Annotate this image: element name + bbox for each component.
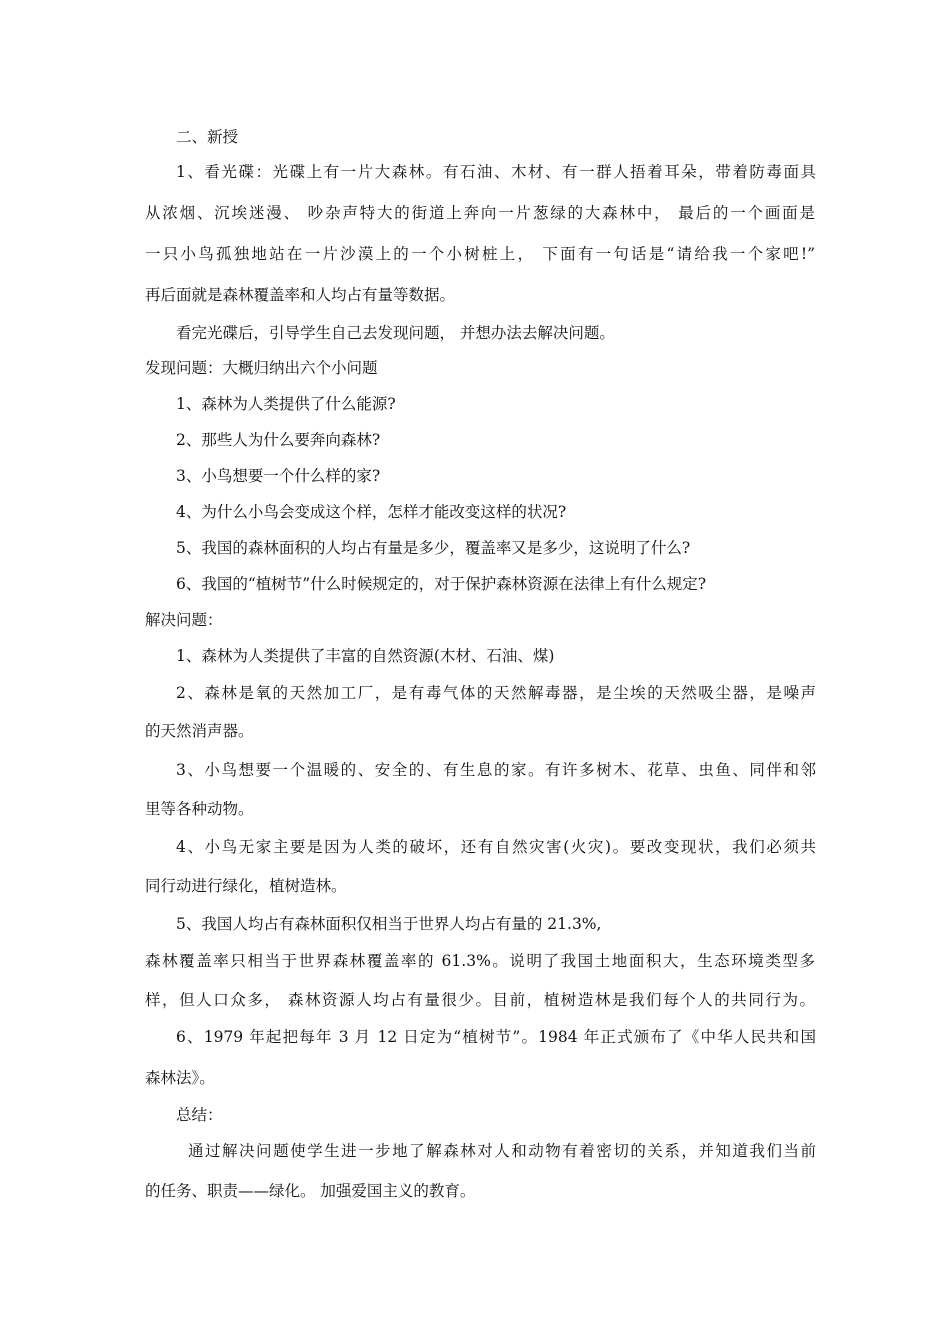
subheading-summary: 总结： — [176, 1106, 223, 1124]
answer-line: 样，但人口众多， 森林资源人均占有量很少。目前，植树造林是我们每个人的共同行为。 — [145, 991, 815, 1009]
answer-line: 森林覆盖率只相当于世界森林覆盖率的 61.3%。说明了我国土地面积大，生态环境类型多 — [145, 952, 815, 970]
question-item: 3、小鸟想要一个什么样的家? — [176, 467, 381, 485]
answer-line: 里等各种动物。 — [145, 800, 254, 818]
summary-line: 通过解决问题使学生进一步地了解森林对人和动物有着密切的关系，并知道我们当前 — [188, 1142, 816, 1160]
paragraph-line: 从浓烟、沉埃迷漫、 吵杂声特大的街道上奔向一片葱绿的大森林中， 最后的一个画面是 — [145, 204, 815, 222]
subheading-solve-problems: 解决问题： — [145, 611, 223, 629]
summary-line: 的任务、职责——绿化。 加强爱国主义的教育。 — [145, 1182, 476, 1200]
answer-line: 森林法》。 — [145, 1069, 215, 1087]
question-item: 4、为什么小鸟会变成这个样，怎样才能改变这样的状况? — [176, 503, 567, 521]
paragraph-line: 1、看光碟：光碟上有一片大森林。有石油、木材、有一群人捂着耳朵，带着防毒面具 — [176, 163, 816, 181]
answer-item: 1、森林为人类提供了丰富的自然资源(木材、石油、煤) — [176, 647, 555, 665]
answer-item: 2、森林是氧的天然加工厂，是有毒气体的天然解毒器，是尘埃的天然吸尘器，是噪声 — [176, 684, 816, 702]
question-item: 6、我国的“植树节”什么时候规定的，对于保护森林资源在法律上有什么规定? — [176, 575, 707, 593]
answer-item: 6、1979 年起把每年 3 月 12 日定为“植树节”。1984 年正式颁布了《中华人民共和国 — [176, 1028, 816, 1046]
section-heading-new-lesson: 二、新授 — [176, 128, 239, 146]
question-item: 5、我国的森林面积的人均占有量是多少，覆盖率又是多少，这说明了什么? — [176, 539, 691, 557]
answer-item: 3、小鸟想要一个温暖的、安全的、有生息的家。有许多树木、花草、虫鱼、同伴和邻 — [176, 761, 816, 779]
paragraph-line: 看完光碟后，引导学生自己去发现问题， 并想办法去解决问题。 — [176, 324, 615, 342]
answer-line: 的天然消声器。 — [145, 722, 254, 740]
paragraph-line: 一只小鸟孤独地站在一片沙漠上的一个小树桩上， 下面有一句话是“请给我一个家吧!” — [145, 245, 815, 263]
question-item: 1、森林为人类提供了什么能源? — [176, 395, 396, 413]
answer-item: 5、我国人均占有森林面积仅相当于世界人均占有量的 21.3%, — [176, 915, 602, 933]
question-item: 2、那些人为什么要奔向森林? — [176, 431, 381, 449]
subheading-find-problems: 发现问题：大概归纳出六个小问题 — [145, 359, 378, 377]
answer-item: 4、小鸟无家主要是因为人类的破坏，还有自然灾害(火灾)。要改变现状，我们必须共 — [176, 838, 816, 856]
paragraph-line: 再后面就是森林覆盖率和人均占有量等数据。 — [145, 286, 456, 304]
answer-line: 同行动进行绿化，植树造林。 — [145, 877, 347, 895]
